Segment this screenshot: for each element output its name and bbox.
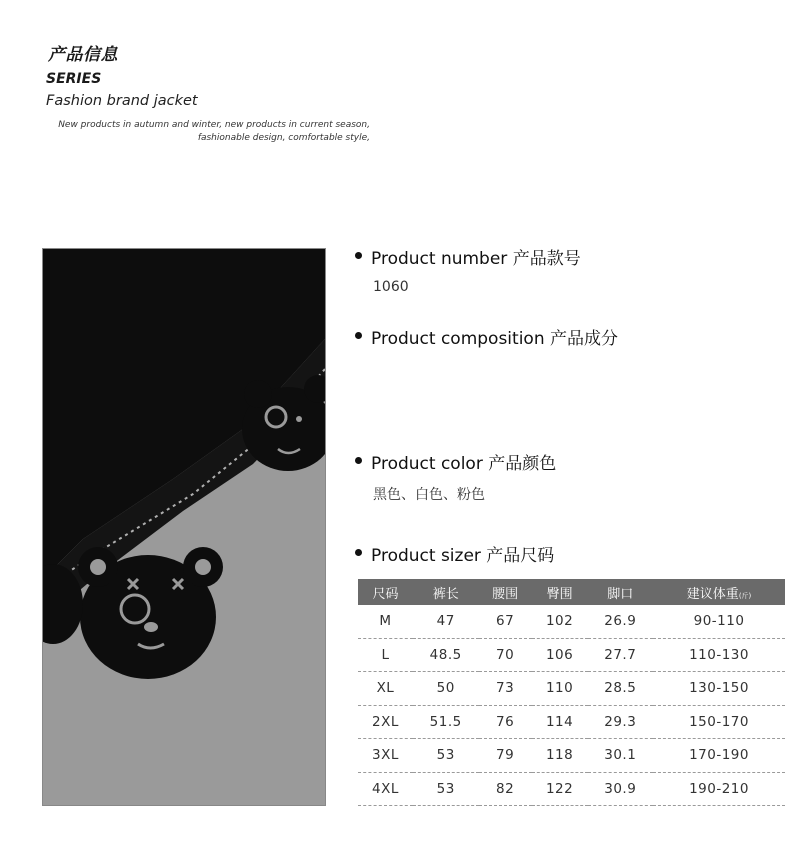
- table-cell: 122: [532, 772, 588, 806]
- table-cell: 114: [532, 705, 588, 739]
- table-cell: 82: [479, 772, 532, 806]
- table-cell: 190-210: [653, 772, 785, 806]
- table-cell: 29.3: [588, 705, 654, 739]
- section-title: 产品信息: [48, 45, 118, 65]
- table-cell: 130-150: [653, 672, 785, 706]
- table-cell: 53: [413, 772, 479, 806]
- product-photo: [42, 248, 326, 806]
- header-hip: 臀围: [532, 579, 588, 605]
- brand-label: Fashion brand jacket: [46, 93, 198, 109]
- header-leg-opening: 脚口: [588, 579, 654, 605]
- header-weight: [653, 579, 785, 605]
- table-cell: 70: [479, 638, 532, 672]
- description: [46, 119, 370, 145]
- table-cell: 47: [413, 605, 479, 638]
- table-cell: 4XL: [358, 772, 413, 806]
- product-size-title: Product sizer 产品尺码: [371, 546, 555, 566]
- product-color-value: 黑色、白色、粉色: [373, 487, 485, 503]
- table-cell: L: [358, 638, 413, 672]
- product-number-title: Product number 产品款号: [371, 249, 581, 269]
- description-line-1: New products in autumn and winter, new products in current season,: [58, 120, 370, 130]
- product-composition-title: Product composition 产品成分: [371, 329, 618, 349]
- product-size-item: [355, 541, 554, 566]
- bullet-icon: [355, 252, 362, 259]
- table-row: [358, 705, 785, 739]
- table-cell: 30.9: [588, 772, 654, 806]
- table-cell: 102: [532, 605, 588, 638]
- table-cell: 3XL: [358, 739, 413, 773]
- table-cell: 170-190: [653, 739, 785, 773]
- product-number-value: 1060: [373, 279, 409, 295]
- header-waist: 腰围: [479, 579, 532, 605]
- product-color-item: [355, 449, 556, 504]
- bear-print-fabric-image: [43, 249, 325, 805]
- table-cell: 79: [479, 739, 532, 773]
- header-weight-label: 建议体重: [686, 586, 739, 602]
- table-cell: 76: [479, 705, 532, 739]
- table-cell: 106: [532, 638, 588, 672]
- size-table-header: [358, 579, 785, 605]
- table-cell: 110: [532, 672, 588, 706]
- description-line-2: fashionable design, comfortable style,: [197, 133, 370, 143]
- product-color-title: Product color 产品颜色: [371, 454, 557, 474]
- table-cell: 73: [479, 672, 532, 706]
- table-row: [358, 772, 785, 806]
- bullet-icon: [355, 332, 362, 339]
- table-cell: 26.9: [588, 605, 654, 638]
- header-size: 尺码: [358, 579, 413, 605]
- header-weight-unit: (斤): [738, 591, 752, 600]
- bullet-icon: [355, 549, 362, 556]
- product-composition-item: [355, 324, 618, 359]
- table-cell: 67: [479, 605, 532, 638]
- table-cell: 50: [413, 672, 479, 706]
- table-row: [358, 672, 785, 706]
- table-row: [358, 739, 785, 773]
- table-cell: 28.5: [588, 672, 654, 706]
- table-cell: 2XL: [358, 705, 413, 739]
- header: [46, 40, 386, 145]
- header-length: 裤长: [413, 579, 479, 605]
- table-cell: 30.1: [588, 739, 654, 773]
- table-cell: XL: [358, 672, 413, 706]
- bullet-icon: [355, 457, 362, 464]
- size-table: [358, 579, 785, 806]
- table-row: [358, 605, 785, 638]
- table-cell: 27.7: [588, 638, 654, 672]
- table-cell: 118: [532, 739, 588, 773]
- table-cell: 110-130: [653, 638, 785, 672]
- table-cell: M: [358, 605, 413, 638]
- table-cell: 51.5: [413, 705, 479, 739]
- table-cell: 150-170: [653, 705, 785, 739]
- product-number-item: [355, 244, 581, 295]
- table-cell: 53: [413, 739, 479, 773]
- table-cell: 90-110: [653, 605, 785, 638]
- table-row: [358, 638, 785, 672]
- table-cell: 48.5: [413, 638, 479, 672]
- series-label: SERIES: [46, 71, 102, 87]
